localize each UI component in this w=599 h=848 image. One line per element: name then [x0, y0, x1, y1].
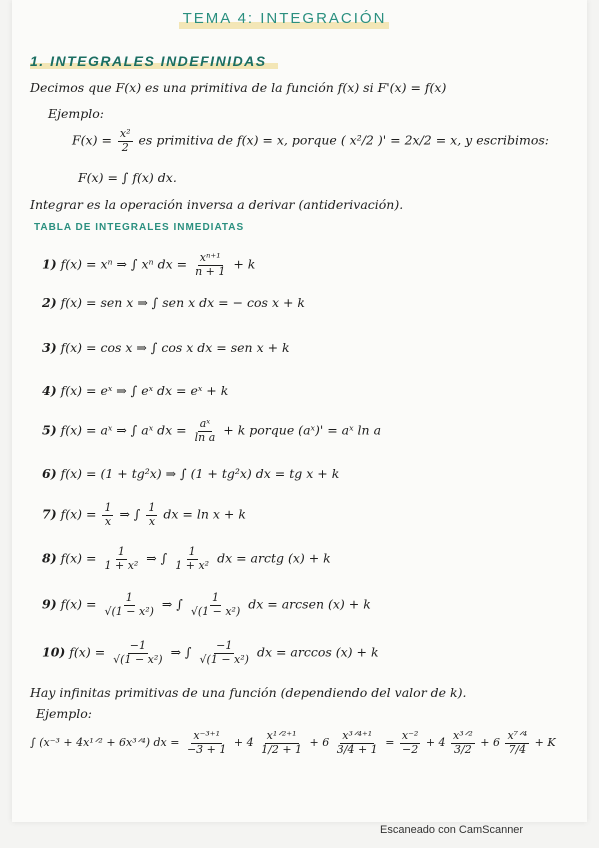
fraction [173, 546, 211, 572]
example-mid: es primitiva de f(x) = x, porque [138, 132, 337, 148]
fraction [335, 730, 380, 756]
rule-lhs: f(x) = [60, 596, 97, 612]
rule-10 [42, 640, 379, 666]
table-title: TABLA DE INTEGRALES INMEDIATAS [34, 222, 245, 233]
equals-sign: = [385, 736, 395, 750]
fraction-denominator: √(1 − x²) [190, 604, 241, 618]
fraction-numerator: x⁻³⁺¹ [193, 729, 220, 742]
section-heading [30, 53, 267, 69]
rule-text: ⇒ ∫ [119, 506, 141, 522]
fraction [189, 592, 242, 618]
integrate-note: Integrar es la operación inversa a derivar (antiderivación). [30, 197, 404, 212]
rule-number: 1) [42, 256, 57, 272]
rule-4 [42, 383, 228, 398]
definition-text: Decimos que F(x) es una primitiva de la función f(x) si F'(x) = f(x) [30, 80, 447, 95]
fraction-denominator: −2 [402, 742, 419, 756]
rule-number: 5) [42, 422, 57, 438]
fraction-numerator: 1 [117, 545, 125, 558]
fraction-numerator: x⁻² [401, 729, 419, 742]
fraction-denominator: 1 + x² [104, 558, 139, 572]
rule-text: f(x) = eˣ ⇒ ∫ eˣ dx = eˣ + k [60, 383, 229, 398]
fraction-numerator: xⁿ⁺¹ [199, 251, 221, 264]
rule-text: f(x) = cos x ⇒ ∫ cos x dx = sen x + k [60, 340, 290, 355]
fraction [111, 640, 164, 666]
rule-6 [42, 466, 339, 481]
example2-tail: + K [534, 736, 556, 750]
rule-text: ⇒ ∫ [146, 550, 168, 566]
example2-label: Ejemplo: [36, 706, 92, 721]
fraction-denominator: 2 [121, 140, 129, 154]
scanner-watermark: Escaneado con CamScanner [380, 824, 524, 836]
fraction-denominator: 3/2 [454, 742, 472, 756]
example-rhs: ( x²/2 )' = 2x/2 = x, y escribimos: [340, 132, 550, 148]
rule-number: 7) [42, 506, 57, 522]
fraction-denominator: ln a [194, 430, 216, 444]
fraction-numerator: 1 [104, 501, 112, 514]
rule-number: 6) [42, 466, 57, 481]
fraction [118, 128, 133, 154]
fraction-numerator: 1 [148, 501, 156, 514]
example2-lhs: ∫ (x⁻³ + 4x¹ᐟ² + 6x³ᐟ⁴) dx = [30, 736, 180, 750]
fraction-denominator: 1 + x² [175, 558, 210, 572]
fraction [505, 730, 529, 756]
rule-lhs: f(x) = [60, 550, 97, 566]
fraction-numerator: 1 [125, 591, 133, 604]
fraction-numerator: −1 [216, 639, 233, 652]
fraction-denominator: 7/4 [508, 742, 527, 756]
fraction-denominator: 1/2 + 1 [261, 742, 303, 756]
rule-number: 8) [42, 550, 57, 566]
rule-7 [42, 502, 246, 528]
fraction-denominator: n + 1 [195, 264, 226, 278]
fraction [193, 418, 218, 444]
plus-term: + 6 [480, 736, 500, 750]
fraction [198, 640, 251, 666]
rule-text: ⇒ ∫ [161, 596, 183, 612]
rule-9 [42, 592, 371, 618]
rule-tail: dx = arctg (x) + k [217, 550, 331, 566]
fraction-denominator: √(1 − x²) [199, 652, 249, 666]
rule-number: 9) [42, 596, 57, 612]
rule-tail: + k [233, 256, 256, 272]
rule-text: f(x) = sen x ⇒ ∫ sen x dx = − cos x + k [60, 295, 305, 310]
fraction-numerator: x³ᐟ² [453, 729, 473, 742]
fraction-numerator: x¹ᐟ²⁺¹ [266, 729, 297, 742]
fraction-numerator: x⁷ᐟ⁴ [507, 729, 528, 742]
fraction-numerator: x² [119, 127, 131, 140]
rule-text: f(x) = (1 + tg²x) ⇒ ∫ (1 + tg²x) dx = tg x + k [60, 466, 340, 481]
rule-tail: dx = ln x + k [163, 506, 246, 522]
rule-tail: dx = arcsen (x) + k [248, 596, 371, 612]
rule-3 [42, 340, 290, 355]
rule-text: f(x) = aˣ ⇒ ∫ aˣ dx = [60, 422, 187, 438]
example-line-2: F(x) = ∫ f(x) dx. [78, 170, 177, 185]
rule-tail: dx = arccos (x) + k [256, 644, 379, 660]
example-label: Ejemplo: [48, 106, 104, 121]
rule-lhs: f(x) = [69, 644, 106, 660]
fraction-denominator: x [148, 514, 156, 528]
fraction-denominator: −3 + 1 [186, 742, 227, 756]
fraction-denominator: 3/4 + 1 [336, 742, 378, 756]
rule-text: ⇒ ∫ [170, 644, 192, 660]
rule-number: 10) [42, 644, 66, 660]
page-title-text: TEMA 4: INTEGRACIÓN [182, 10, 387, 27]
fraction [185, 730, 228, 756]
example2-line [30, 730, 556, 756]
fraction-numerator: aˣ [199, 417, 211, 430]
rule-text: f(x) = xⁿ ⇒ ∫ xⁿ dx = [60, 256, 188, 272]
rule-lhs: f(x) = [60, 506, 97, 522]
fraction [102, 592, 155, 618]
plus-term: + 6 [309, 736, 330, 750]
example-lhs: F(x) = [72, 132, 112, 148]
fraction [102, 546, 140, 572]
rule-2 [42, 295, 305, 310]
fraction [400, 730, 420, 756]
infinite-note: Hay infinitas primitivas de una función (dependiendo del valor de k). [30, 685, 467, 700]
fraction-numerator: 1 [212, 591, 220, 604]
plus-term: + 4 [425, 736, 446, 750]
fraction-denominator: √(1 − x²) [113, 652, 163, 666]
example-line-1 [72, 128, 549, 154]
rule-8 [42, 546, 331, 572]
fraction [451, 730, 475, 756]
fraction-denominator: x [104, 514, 112, 528]
rule-number: 3) [42, 340, 57, 355]
notebook-page [12, 0, 587, 822]
plus-term: + 4 [233, 736, 254, 750]
page-title [177, 10, 392, 27]
fraction [259, 730, 304, 756]
fraction-denominator: √(1 − x²) [104, 604, 154, 618]
rule-5 [42, 418, 381, 444]
fraction [102, 502, 113, 528]
fraction [146, 502, 157, 528]
rule-tail: + k porque (aˣ)' = aˣ ln a [223, 422, 382, 438]
rule-number: 2) [42, 295, 57, 310]
fraction-numerator: −1 [129, 639, 146, 652]
fraction-numerator: x³ᐟ⁴⁺¹ [342, 729, 373, 742]
rule-1 [42, 252, 255, 278]
fraction [193, 252, 227, 278]
section-heading-text: 1. INTEGRALES INDEFINIDAS [30, 53, 267, 69]
fraction-numerator: 1 [188, 545, 196, 558]
rule-number: 4) [42, 383, 57, 398]
